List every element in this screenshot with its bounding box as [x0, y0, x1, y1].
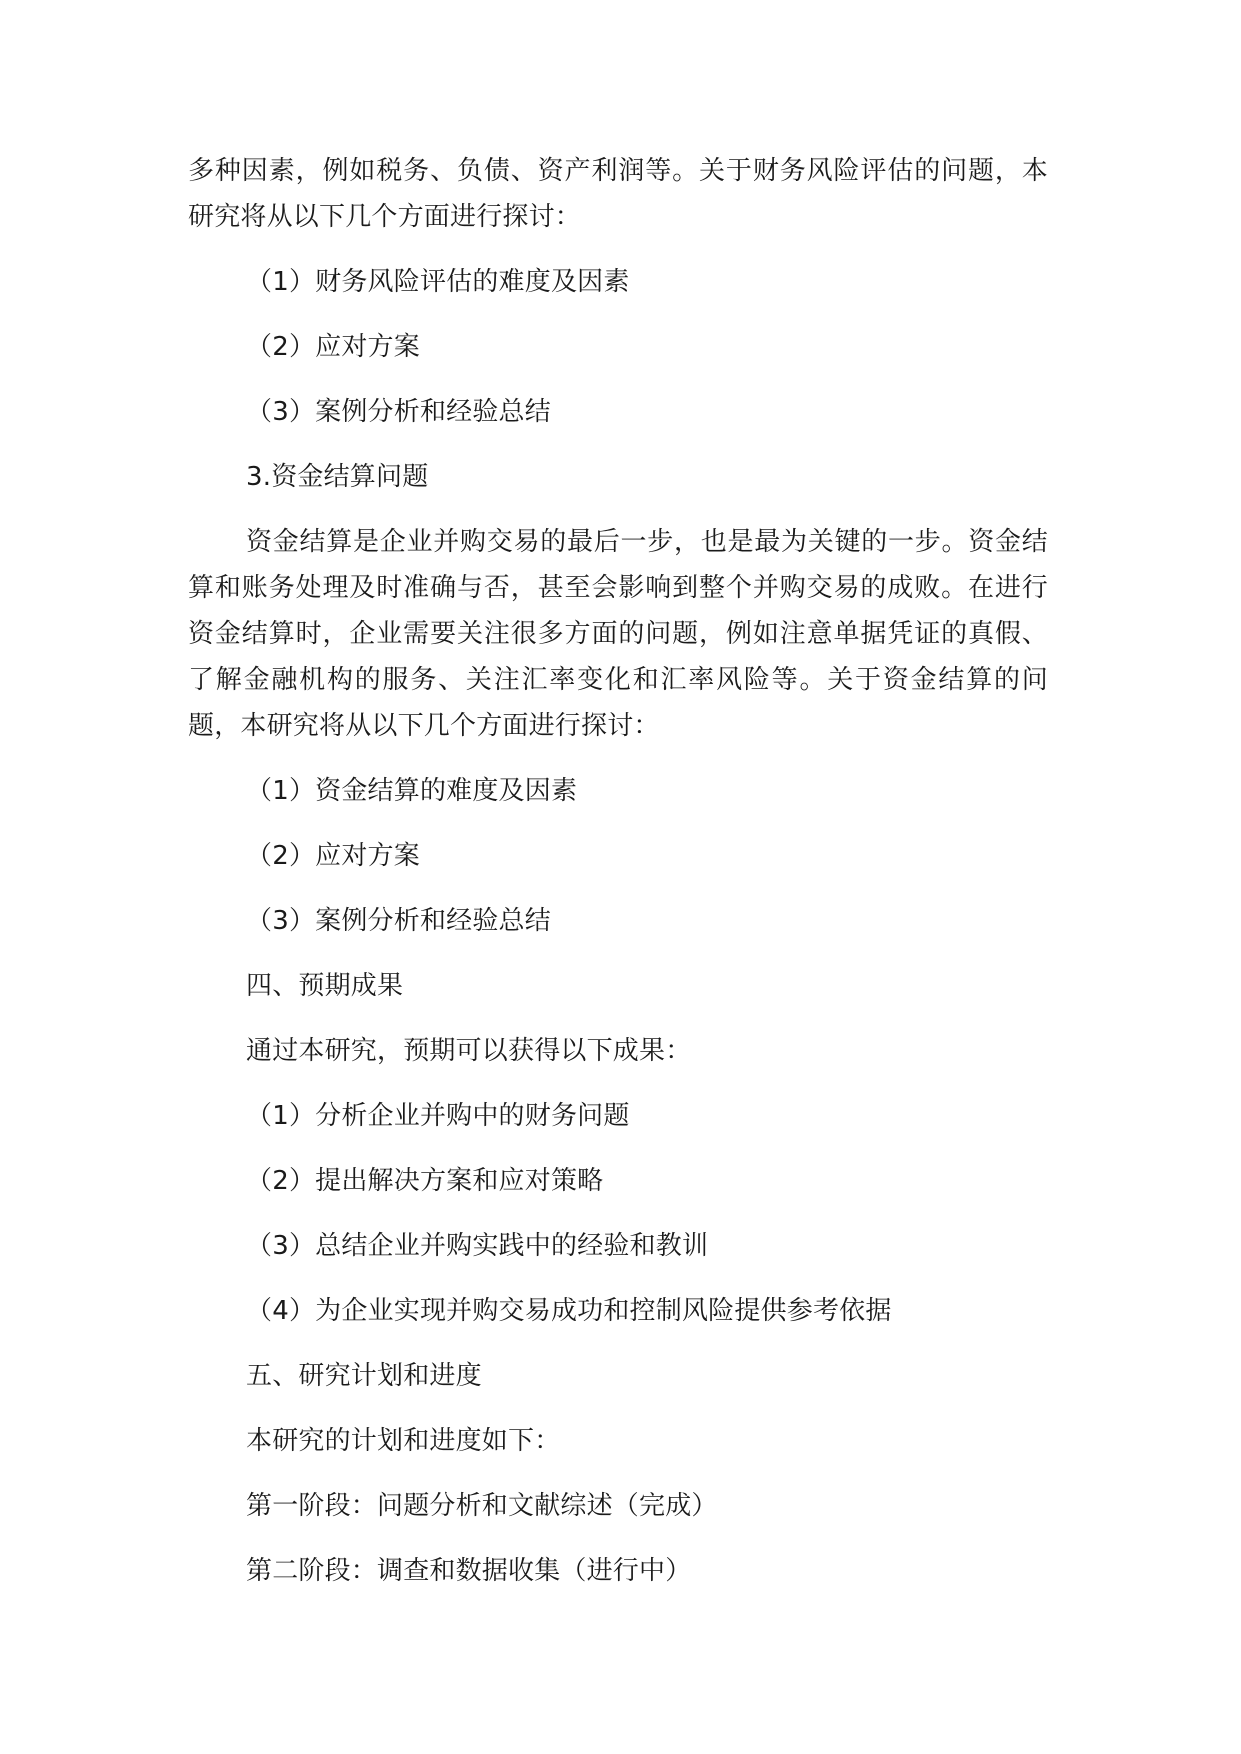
list-item-settlement-1: （1）资金结算的难度及因素	[246, 776, 578, 806]
document-body	[188, 148, 1048, 1594]
section-heading-fund-settlement: 3.资金结算问题	[246, 462, 429, 492]
section-heading-research-plan: 五、研究计划和进度	[246, 1361, 482, 1391]
list-item-result-4: （4）为企业实现并购交易成功和控制风险提供参考依据	[246, 1296, 892, 1326]
paragraph-financial-risk-intro: 多种因素，例如税务、负债、资产利润等。关于财务风险评估的问题，本研究将从以下几个方面进行探讨：	[188, 156, 1048, 232]
list-item-result-3: （3）总结企业并购实践中的经验和教训	[246, 1231, 709, 1261]
list-item-risk-2: （2）应对方案	[246, 332, 420, 362]
list-item-settlement-3: （3）案例分析和经验总结	[246, 906, 551, 936]
list-item-settlement-2: （2）应对方案	[246, 841, 420, 871]
list-item-risk-3: （3）案例分析和经验总结	[246, 397, 551, 427]
list-item-stage-2: 第二阶段：调查和数据收集（进行中）	[246, 1556, 692, 1586]
list-item-stage-1: 第一阶段：问题分析和文献综述（完成）	[246, 1491, 718, 1521]
section-heading-expected-results: 四、预期成果	[246, 971, 404, 1001]
list-item-result-1: （1）分析企业并购中的财务问题	[246, 1101, 630, 1131]
paragraph-fund-settlement: 资金结算是企业并购交易的最后一步，也是最为关键的一步。资金结算和账务处理及时准确与否，甚至会影响到整个并购交易的成败。在进行资金结算时，企业需要关注很多方面的问题，例如注意单据凭证的真假、了解金融机构的服务、关注汇率变化和汇率风险等。关于资金结算的问题，本研究将从以下几个方面进行探讨：	[188, 527, 1048, 741]
paragraph-expected-results-intro: 通过本研究，预期可以获得以下成果：	[246, 1036, 692, 1066]
list-item-result-2: （2）提出解决方案和应对策略	[246, 1166, 604, 1196]
list-item-risk-1: （1）财务风险评估的难度及因素	[246, 267, 630, 297]
paragraph-research-plan-intro: 本研究的计划和进度如下：	[246, 1426, 561, 1456]
